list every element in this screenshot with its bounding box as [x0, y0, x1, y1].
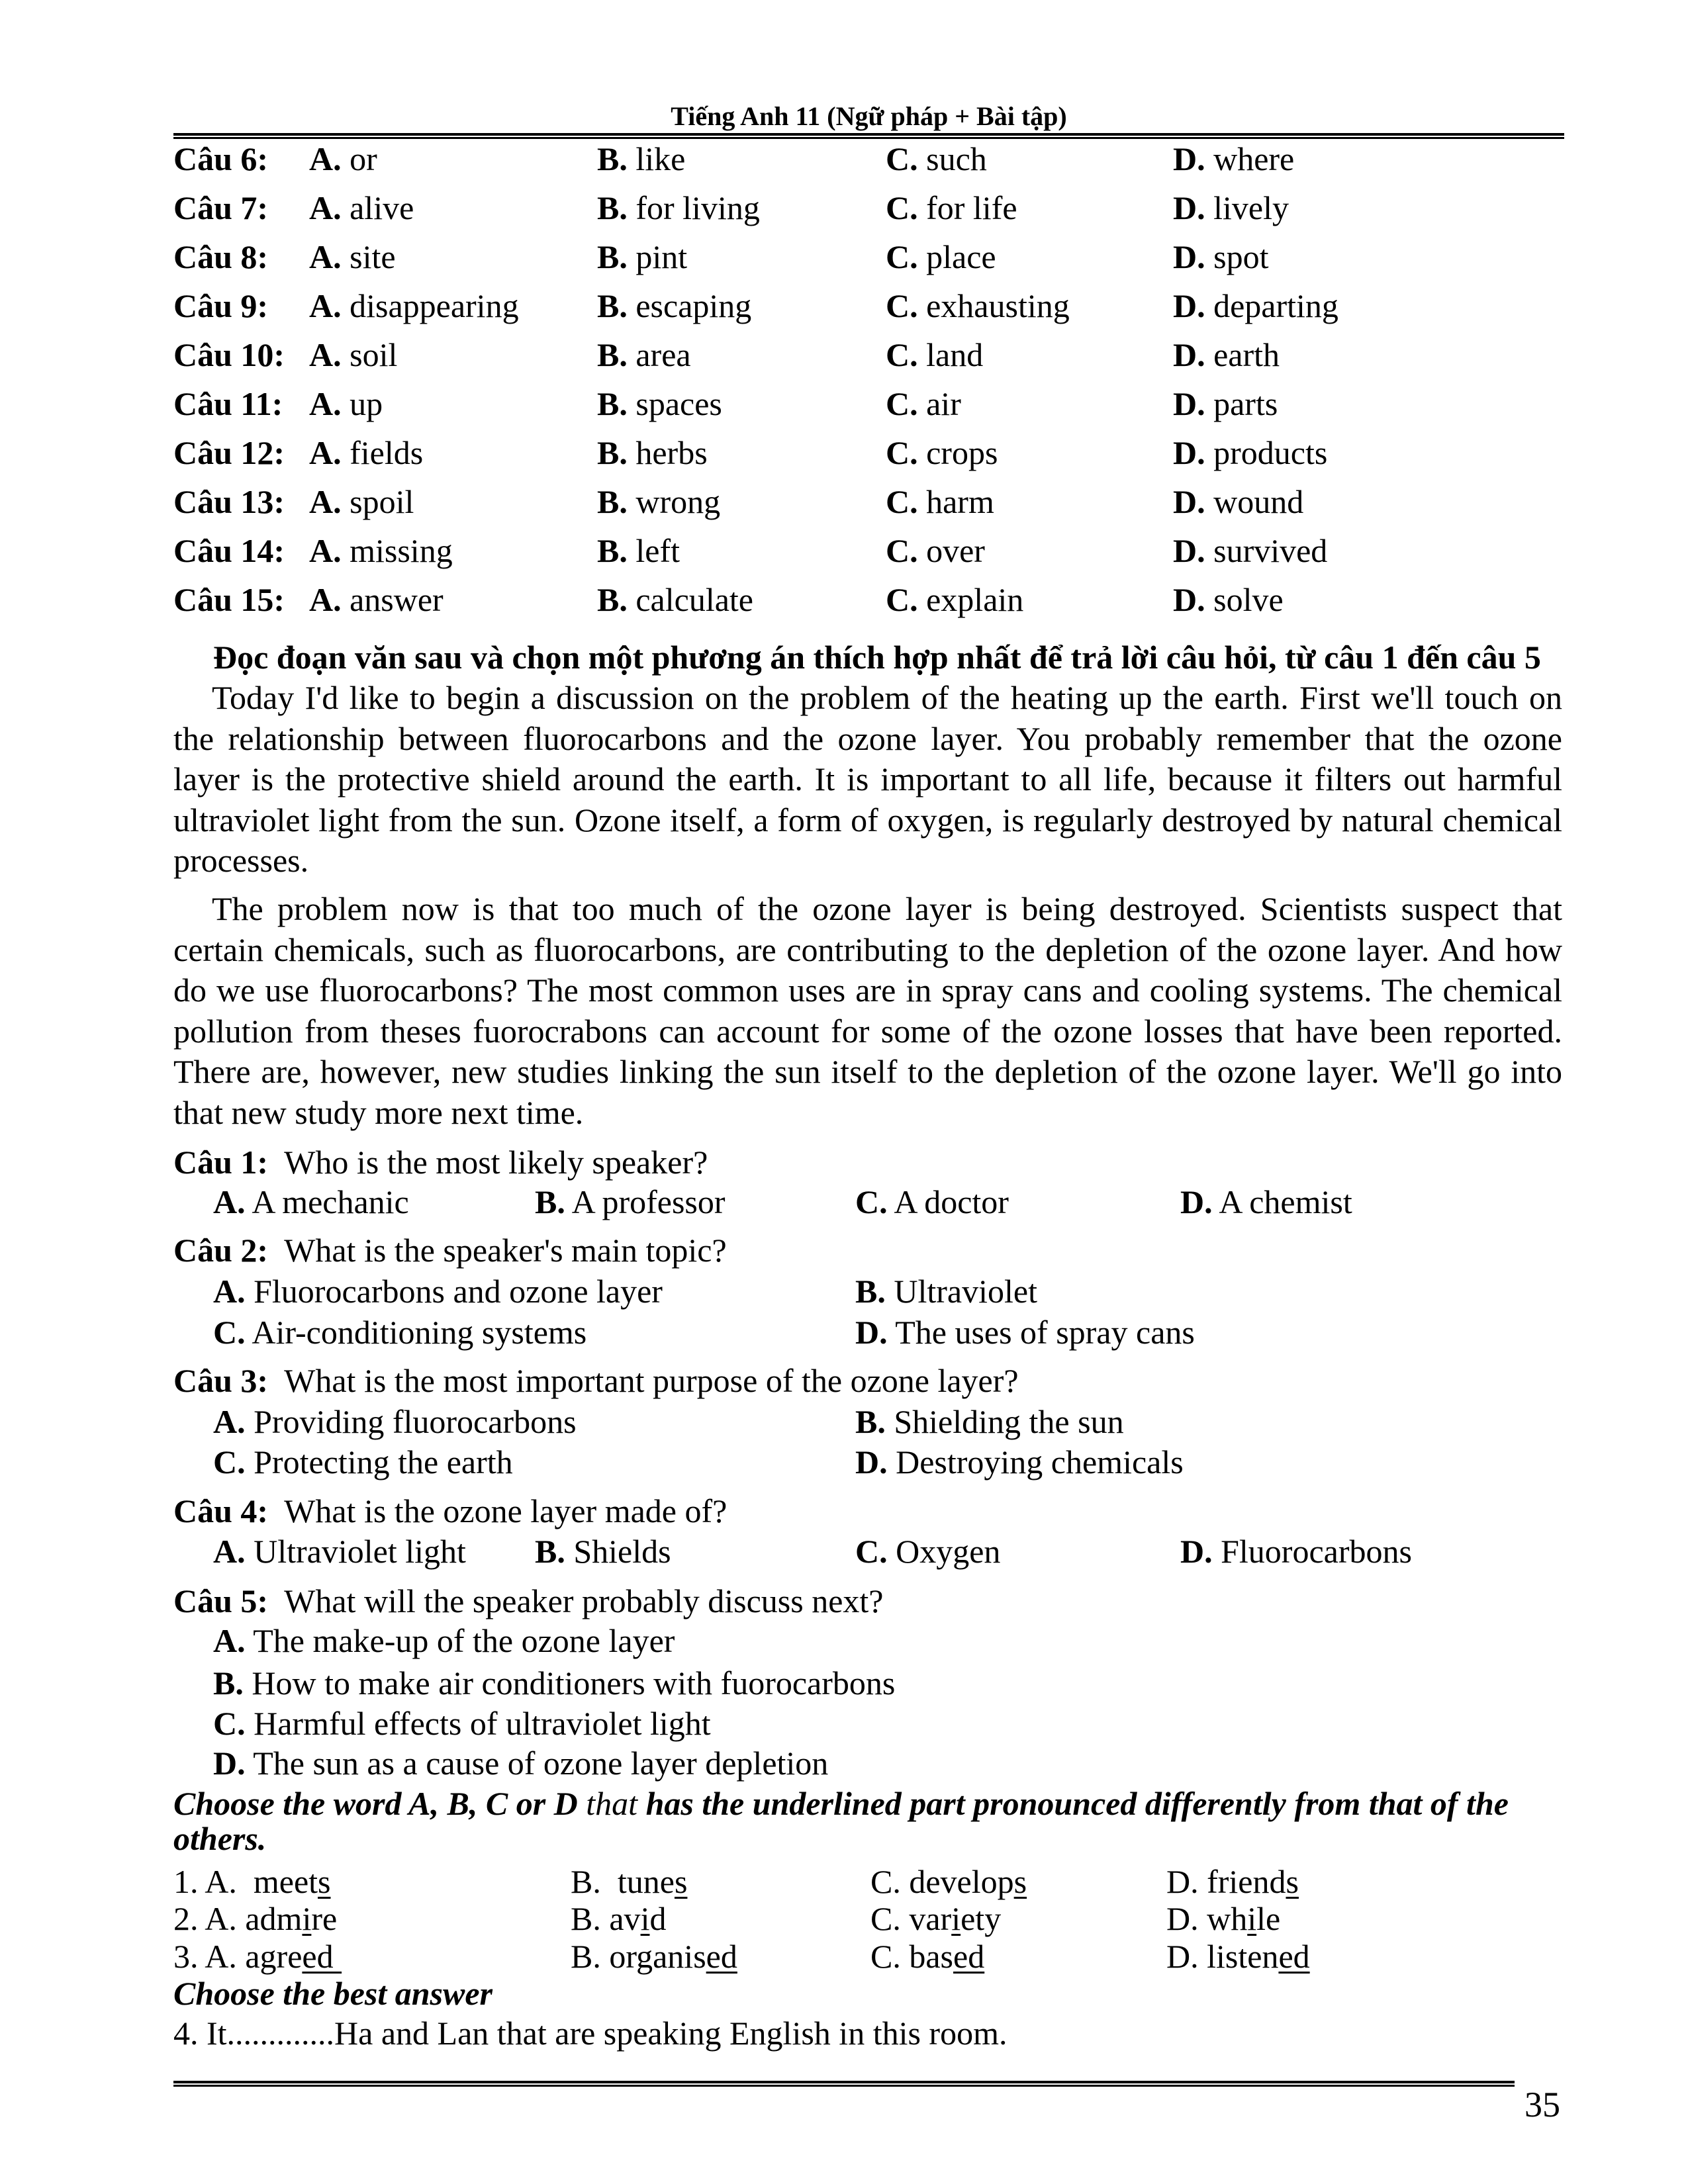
question-label: Câu 7:	[173, 189, 269, 226]
option-text: soil	[341, 336, 398, 373]
answer-option-a[interactable]	[213, 1621, 675, 1661]
item-number: 3. A.	[173, 1938, 246, 1975]
option-key: B.	[855, 1273, 886, 1310]
option-text: fields	[341, 434, 424, 471]
option-text: parts	[1205, 385, 1278, 422]
option-text: Ultraviolet light	[245, 1533, 466, 1570]
page-number: 35	[1524, 2085, 1560, 2124]
option-key: A.	[213, 1622, 246, 1659]
question-label: Câu 11:	[173, 385, 283, 422]
instruction-text: has the underlined part pronounced differently from that of the	[637, 1785, 1509, 1822]
option-key: B.	[597, 434, 628, 471]
option-key: D.	[1173, 140, 1205, 177]
pronunciation-instruction-line2: others.	[173, 1820, 267, 1857]
answer-option-c[interactable]	[213, 1312, 586, 1352]
question-label: Câu 8:	[173, 238, 269, 275]
pronunciation-option-b[interactable]	[571, 1936, 737, 1976]
reading-question	[173, 1361, 1019, 1400]
answer-option-d[interactable]	[855, 1312, 1195, 1352]
option-text: A professor	[565, 1183, 726, 1220]
instruction-text: Choose the word A, B, C or D	[173, 1785, 586, 1822]
answer-option-d[interactable]	[855, 1442, 1184, 1482]
underlined-part: ed	[706, 1938, 737, 1975]
question-text: Who is the most likely speaker?	[268, 1144, 708, 1181]
item-number: 1. A.	[173, 1863, 254, 1900]
answer-option-a[interactable]	[309, 531, 453, 570]
underlined-part: s	[318, 1863, 331, 1900]
option-text: Fluorocarbons and ozone layer	[245, 1273, 663, 1310]
answer-option-d[interactable]	[1173, 580, 1284, 619]
option-text: calculate	[627, 581, 753, 618]
answer-option-a[interactable]	[309, 286, 519, 326]
answer-option-a[interactable]	[309, 335, 397, 375]
option-text: pint	[627, 238, 688, 275]
answer-option-b[interactable]	[597, 188, 760, 228]
option-text: Harmful effects of ultraviolet light	[245, 1705, 711, 1742]
option-key: B.	[213, 1664, 244, 1702]
word-part: wh	[1207, 1900, 1248, 1937]
option-text: missing	[341, 532, 453, 569]
underlined-part: i	[951, 1900, 961, 1937]
answer-option-c[interactable]	[886, 482, 994, 522]
instruction-text-that: that	[586, 1785, 638, 1822]
option-text: Protecting the earth	[245, 1443, 513, 1480]
question-text: What is the most important purpose of the ozone layer?	[268, 1362, 1019, 1399]
answer-option-a[interactable]	[309, 188, 414, 228]
answer-option-c[interactable]	[213, 1704, 711, 1743]
answer-option-d[interactable]	[213, 1743, 828, 1783]
answer-option-c[interactable]	[886, 139, 987, 179]
option-key: A.	[309, 287, 342, 324]
answer-option-b[interactable]	[597, 237, 687, 277]
option-key: D.	[1166, 1900, 1207, 1937]
reading-question	[173, 1491, 727, 1531]
option-text: disappearing	[341, 287, 519, 324]
option-key: C.	[886, 532, 918, 569]
option-text: harm	[917, 483, 994, 520]
answer-option-c[interactable]	[886, 531, 985, 570]
pronunciation-option-a[interactable]	[173, 1862, 331, 1901]
answer-option-c[interactable]	[886, 286, 1070, 326]
pronunciation-option-b[interactable]	[571, 1899, 666, 1938]
question-label: Câu 3:	[173, 1362, 269, 1399]
pronunciation-option-a[interactable]	[173, 1936, 342, 1976]
option-key: B.	[597, 483, 628, 520]
answer-option-b[interactable]	[597, 580, 753, 619]
option-key: D.	[1180, 1533, 1213, 1570]
pronunciation-option-c[interactable]	[870, 1899, 1001, 1938]
answer-option-b[interactable]	[535, 1182, 726, 1222]
question-label: Câu 13:	[173, 483, 285, 520]
option-text: Air-conditioning systems	[245, 1314, 587, 1351]
option-key: D.	[1173, 238, 1205, 275]
answer-option-a[interactable]	[309, 139, 377, 179]
option-text: survived	[1205, 532, 1328, 569]
option-text: exhausting	[917, 287, 1070, 324]
option-text: departing	[1205, 287, 1338, 324]
option-key: B.	[597, 189, 628, 226]
answer-option-d[interactable]	[1173, 531, 1327, 570]
option-text: answer	[341, 581, 444, 618]
underlined-part: i	[1247, 1900, 1257, 1937]
option-text: left	[627, 532, 680, 569]
option-key: A.	[309, 483, 342, 520]
answer-option-a[interactable]	[213, 1182, 409, 1222]
paragraph-line: that new study more next time.	[173, 1093, 584, 1131]
option-text: Fluorocarbons	[1212, 1533, 1412, 1570]
answer-option-d[interactable]	[1180, 1531, 1412, 1571]
answer-option-c[interactable]	[886, 335, 983, 375]
paragraph-line: pollution from theses fuorocrabons can account for some of the ozone losses that have been reported.	[173, 1012, 1562, 1050]
option-text: air	[917, 385, 961, 422]
option-key: C.	[886, 434, 918, 471]
answer-option-a[interactable]	[213, 1531, 466, 1571]
option-key: C.	[886, 140, 918, 177]
option-key: A.	[309, 434, 342, 471]
option-key: D.	[1173, 189, 1205, 226]
option-key: C.	[886, 189, 918, 226]
question-label: Câu 2:	[173, 1232, 269, 1269]
word-part: tune	[617, 1863, 675, 1900]
underlined-part: s	[1286, 1863, 1299, 1900]
answer-option-c[interactable]	[886, 580, 1023, 619]
question-label: Câu 10:	[173, 336, 285, 373]
answer-option-b[interactable]	[597, 139, 685, 179]
answer-option-c[interactable]	[886, 384, 961, 424]
option-key: D.	[1180, 1183, 1213, 1220]
answer-option-b[interactable]	[535, 1531, 671, 1571]
paragraph-line: the relationship between fluorocarbons and the ozone layer. You probably remember that the ozone	[173, 719, 1562, 757]
option-key: B.	[597, 532, 628, 569]
option-text: crops	[917, 434, 998, 471]
option-key: A.	[309, 581, 342, 618]
answer-option-b[interactable]	[597, 482, 720, 522]
word-part: friend	[1207, 1863, 1286, 1900]
paragraph-line: do we use fluorocarbons? The most common uses are in spray cans and cooling systems. The chemical	[173, 972, 1562, 1009]
option-key: B.	[535, 1533, 565, 1570]
word-part: meet	[253, 1863, 318, 1900]
reading-instruction-heading: Đọc đoạn văn sau và chọn một phương án thích hợp nhất để trả lời câu hỏi, từ câu 1 đến câu 5	[213, 639, 1541, 676]
answer-option-c[interactable]	[213, 1442, 513, 1482]
option-key: B.	[855, 1403, 886, 1440]
answer-option-b[interactable]	[597, 286, 751, 326]
option-key: B.	[597, 385, 628, 422]
underlined-part: i	[640, 1900, 650, 1937]
word-part: re	[311, 1900, 338, 1937]
reading-paragraph-1	[173, 678, 1562, 882]
option-key: C.	[870, 1863, 910, 1900]
option-key: B.	[571, 1938, 610, 1975]
option-key: C.	[886, 581, 918, 618]
option-key: D.	[1166, 1863, 1207, 1900]
pronunciation-option-c[interactable]	[870, 1936, 984, 1976]
pronunciation-option-a[interactable]	[173, 1899, 337, 1938]
answer-option-b[interactable]	[855, 1271, 1037, 1311]
question-label: Câu 9:	[173, 287, 269, 324]
option-key: B.	[597, 140, 628, 177]
option-text: like	[627, 140, 686, 177]
option-key: A.	[309, 532, 342, 569]
paragraph-line: ultraviolet light from the sun. Ozone itself, a form of oxygen, is regularly destroyed by natural chemical	[173, 801, 1562, 839]
question-label: Câu 1:	[173, 1144, 269, 1181]
answer-option-b[interactable]	[597, 384, 722, 424]
answer-option-a[interactable]	[309, 433, 423, 473]
answer-option-d[interactable]	[1173, 482, 1303, 522]
option-key: A.	[309, 336, 342, 373]
reading-question	[173, 1230, 727, 1270]
question-text: What is the ozone layer made of?	[268, 1492, 727, 1529]
word-part: bas	[909, 1938, 954, 1975]
option-text: spoil	[341, 483, 414, 520]
option-key: B.	[597, 238, 628, 275]
option-key: A.	[213, 1403, 246, 1440]
option-text: where	[1205, 140, 1295, 177]
option-key: D.	[1166, 1938, 1207, 1975]
question-label: Câu 6:	[173, 140, 269, 177]
underlined-part: s	[1013, 1863, 1027, 1900]
option-key: D.	[1173, 581, 1205, 618]
paragraph-line: There are, however, new studies linking the sun itself to the depletion of the ozone layer. We'll go into	[173, 1053, 1562, 1090]
option-text: escaping	[627, 287, 752, 324]
option-key: C.	[886, 238, 918, 275]
option-text: such	[917, 140, 987, 177]
option-key: D.	[1173, 483, 1205, 520]
answer-option-c[interactable]	[855, 1531, 1000, 1571]
paragraph-line: layer is the protective shield around the earth. It is important to all life, because it filters out harmful	[173, 760, 1562, 797]
underlined-part: ed	[302, 1938, 342, 1975]
answer-option-d[interactable]	[1173, 384, 1278, 424]
option-key: A.	[213, 1533, 246, 1570]
option-text: over	[917, 532, 985, 569]
answer-option-d[interactable]	[1173, 237, 1268, 277]
option-key: A.	[213, 1273, 246, 1310]
option-text: products	[1205, 434, 1328, 471]
answer-option-c[interactable]	[855, 1182, 1009, 1222]
word-part: organis	[609, 1938, 706, 1975]
answer-option-d[interactable]	[1180, 1182, 1352, 1222]
answer-option-c[interactable]	[886, 433, 998, 473]
best-answer-heading: Choose the best answer	[173, 1975, 493, 2012]
option-text: explain	[917, 581, 1024, 618]
option-text: Shielding the sun	[885, 1403, 1124, 1440]
reading-question	[173, 1142, 708, 1182]
reading-paragraph-2	[173, 889, 1562, 1133]
option-text: A doctor	[887, 1183, 1009, 1220]
word-part: listen	[1207, 1938, 1279, 1975]
answer-option-a[interactable]	[309, 482, 414, 522]
pronunciation-instruction	[173, 1784, 1509, 1823]
option-text: or	[341, 140, 377, 177]
answer-option-a[interactable]	[309, 384, 383, 424]
answer-option-c[interactable]	[886, 237, 996, 277]
option-key: D.	[1173, 532, 1205, 569]
option-key: A.	[309, 385, 342, 422]
option-key: B.	[571, 1863, 618, 1900]
word-part: develop	[909, 1863, 1014, 1900]
word-part: le	[1256, 1900, 1281, 1937]
question-label: Câu 5:	[173, 1582, 269, 1619]
underlined-part: s	[674, 1863, 688, 1900]
option-key: C.	[886, 287, 918, 324]
option-key: B.	[571, 1900, 610, 1937]
answer-option-a[interactable]	[213, 1402, 577, 1441]
option-key: A.	[213, 1183, 246, 1220]
answer-option-b[interactable]	[597, 335, 691, 375]
option-key: C.	[870, 1900, 910, 1937]
pronunciation-option-c[interactable]	[870, 1862, 1027, 1901]
option-key: D.	[855, 1314, 888, 1351]
option-text: place	[917, 238, 996, 275]
page-header-title: Tiếng Anh 11 (Ngữ pháp + Bài tập)	[671, 101, 1067, 131]
option-key: C.	[855, 1183, 888, 1220]
option-text: lively	[1205, 189, 1289, 226]
question-4: 4. It.............Ha and Lan that are speaking English in this room.	[173, 2015, 1008, 2052]
paragraph-line: processes.	[173, 842, 309, 879]
word-part: d	[649, 1900, 667, 1937]
option-text: The make-up of the ozone layer	[245, 1622, 675, 1659]
option-text: Ultraviolet	[885, 1273, 1037, 1310]
option-text: A mechanic	[245, 1183, 409, 1220]
option-text: for living	[627, 189, 760, 226]
reading-question	[173, 1581, 883, 1621]
option-key: D.	[1173, 287, 1205, 324]
option-key: C.	[213, 1443, 246, 1480]
option-text: land	[917, 336, 984, 373]
option-text: wound	[1205, 483, 1304, 520]
answer-option-a[interactable]	[309, 580, 444, 619]
answer-option-b[interactable]	[855, 1402, 1124, 1441]
option-text: spaces	[627, 385, 722, 422]
option-text: solve	[1205, 581, 1284, 618]
option-text: wrong	[627, 483, 721, 520]
paragraph-line: certain chemicals, such as fluorocarbons, are contributing to the depletion of the ozone layer. And how	[173, 931, 1562, 968]
paragraph-line: Today I'd like to begin a discussion on the problem of the heating up the earth. First we'll touch on	[212, 679, 1562, 716]
word-part: var	[909, 1900, 952, 1937]
option-key: A.	[309, 140, 342, 177]
answer-option-b[interactable]	[597, 433, 708, 473]
answer-option-b[interactable]	[213, 1663, 895, 1703]
option-text: alive	[341, 189, 414, 226]
answer-option-d[interactable]	[1173, 286, 1338, 326]
answer-option-b[interactable]	[597, 531, 680, 570]
answer-option-a[interactable]	[213, 1271, 663, 1311]
pronunciation-option-b[interactable]	[571, 1862, 687, 1901]
pronunciation-option-d[interactable]	[1166, 1862, 1299, 1901]
option-key: C.	[870, 1938, 910, 1975]
option-key: D.	[1173, 336, 1205, 373]
option-key: C.	[213, 1314, 246, 1351]
paragraph-line: The problem now is that too much of the ozone layer is being destroyed. Scientists suspect that	[212, 890, 1562, 927]
pronunciation-option-d[interactable]	[1166, 1899, 1280, 1938]
option-key: D.	[1173, 434, 1205, 471]
question-label: Câu 14:	[173, 532, 285, 569]
question-text: What will the speaker probably discuss next?	[268, 1582, 884, 1619]
question-label: Câu 4:	[173, 1492, 269, 1529]
option-key: B.	[597, 287, 628, 324]
item-number: 2. A.	[173, 1900, 246, 1937]
option-text: Shields	[565, 1533, 671, 1570]
option-key: B.	[597, 581, 628, 618]
answer-option-c[interactable]	[886, 188, 1017, 228]
option-key: B.	[535, 1183, 565, 1220]
option-key: C.	[886, 483, 918, 520]
option-text: herbs	[627, 434, 708, 471]
option-key: B.	[597, 336, 628, 373]
underlined-part: ed	[1278, 1938, 1310, 1975]
option-text: Destroying chemicals	[887, 1443, 1184, 1480]
option-text: How to make air conditioners with fuorocarbons	[243, 1664, 896, 1702]
option-text: Oxygen	[887, 1533, 1001, 1570]
option-key: C.	[213, 1705, 246, 1742]
option-text: earth	[1205, 336, 1280, 373]
option-text: The sun as a cause of ozone layer depletion	[245, 1745, 829, 1782]
option-key: A.	[309, 238, 342, 275]
option-text: The uses of spray cans	[887, 1314, 1195, 1351]
answer-option-d[interactable]	[1173, 139, 1294, 179]
option-text: spot	[1205, 238, 1269, 275]
answer-option-d[interactable]	[1173, 433, 1327, 473]
question-label: Câu 12:	[173, 434, 285, 471]
option-key: D.	[855, 1443, 888, 1480]
question-label: Câu 15:	[173, 581, 285, 618]
option-key: D.	[1173, 385, 1205, 422]
option-text: for life	[917, 189, 1017, 226]
option-text: up	[341, 385, 383, 422]
option-text: area	[627, 336, 691, 373]
answer-option-d[interactable]	[1173, 188, 1289, 228]
option-text: site	[341, 238, 396, 275]
underlined-part: ed	[953, 1938, 985, 1975]
option-key: D.	[213, 1745, 246, 1782]
word-part: adm	[245, 1900, 303, 1937]
option-key: C.	[855, 1533, 888, 1570]
word-part: av	[609, 1900, 641, 1937]
underlined-part: i	[302, 1900, 312, 1937]
question-text: What is the speaker's main topic?	[268, 1232, 727, 1269]
word-part: ety	[961, 1900, 1002, 1937]
answer-option-a[interactable]	[309, 237, 396, 277]
option-text: A chemist	[1212, 1183, 1352, 1220]
pronunciation-option-d[interactable]	[1166, 1936, 1310, 1976]
option-key: C.	[886, 385, 918, 422]
option-text: Providing fluorocarbons	[245, 1403, 577, 1440]
option-key: C.	[886, 336, 918, 373]
answer-option-d[interactable]	[1173, 335, 1280, 375]
word-part: agre	[245, 1938, 303, 1975]
option-key: A.	[309, 189, 342, 226]
